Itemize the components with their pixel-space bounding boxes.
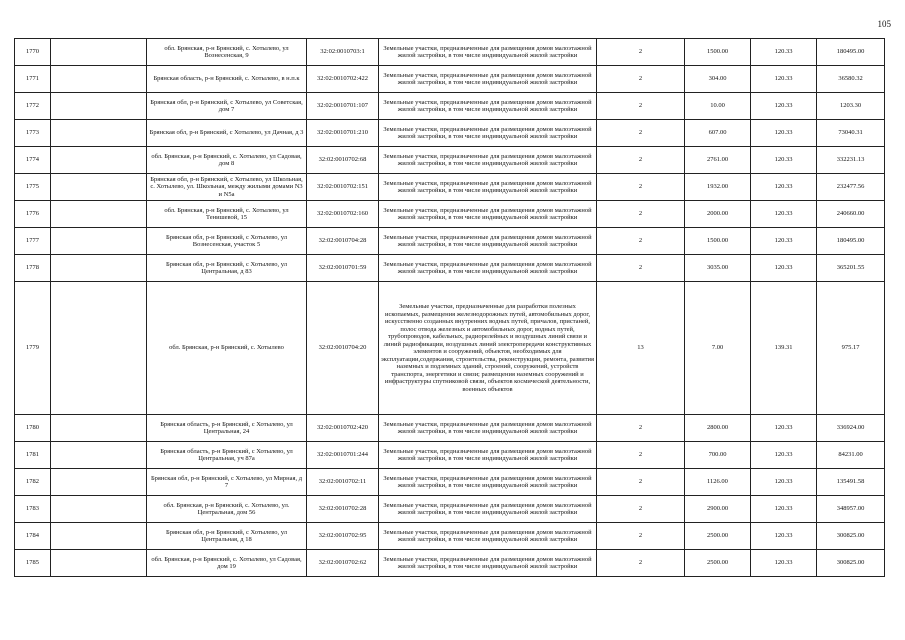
land-use-cell: Земельные участки, предназначенные для размещения домов малоэтажной жилой застройки, в том числе индивидуальной жилой застройки	[379, 39, 597, 66]
land-use-cell: Земельные участки, предназначенные для размещения домов малоэтажной жилой застройки, в том числе индивидуальной жилой застройки	[379, 415, 597, 442]
specific-value-cell: 120.33	[751, 550, 817, 577]
blank-cell	[51, 93, 147, 120]
specific-value-cell: 139.31	[751, 282, 817, 415]
blank-cell	[51, 66, 147, 93]
address-cell: Брянская область, р-н Брянский, с Хотылево, ул Центральная, 24	[147, 415, 307, 442]
blank-cell	[51, 415, 147, 442]
address-cell: Брянская обл, р-н Брянский, с Хотылево, ул Центральная, д 83	[147, 255, 307, 282]
specific-value-cell: 120.33	[751, 174, 817, 201]
blank-cell	[51, 147, 147, 174]
address-cell: Брянская обл, р-н Брянский, с Хотылево, ул Дачная, д 3	[147, 120, 307, 147]
row-number-cell: 1771	[15, 66, 51, 93]
cadastral-value-cell: 135491.58	[817, 469, 885, 496]
address-cell: Брянская обл, р-н Брянский, с Хотылево, ул Мирная, д 7	[147, 469, 307, 496]
cadastral-value-cell: 232477.56	[817, 174, 885, 201]
table-row	[15, 255, 885, 282]
cadastral-value-cell: 73040.31	[817, 120, 885, 147]
cadastral-number-cell: 32:02:0010701:107	[307, 93, 379, 120]
area-cell: 700.00	[685, 442, 751, 469]
row-number-cell: 1784	[15, 523, 51, 550]
land-use-cell: Земельные участки, предназначенные для размещения домов малоэтажной жилой застройки, в том числе индивидуальной жилой застройки	[379, 66, 597, 93]
table-row	[15, 39, 885, 66]
specific-value-cell: 120.33	[751, 496, 817, 523]
row-number-cell: 1782	[15, 469, 51, 496]
address-cell: обл. Брянская, р-н Брянский, с. Хотылево, ул Садовая, дом 19	[147, 550, 307, 577]
category-code-cell: 13	[597, 282, 685, 415]
area-cell: 607.00	[685, 120, 751, 147]
category-code-cell: 2	[597, 174, 685, 201]
blank-cell	[51, 282, 147, 415]
cadastral-value-cell: 365201.55	[817, 255, 885, 282]
category-code-cell: 2	[597, 442, 685, 469]
land-use-cell: Земельные участки, предназначенные для размещения домов малоэтажной жилой застройки, в том числе индивидуальной жилой застройки	[379, 550, 597, 577]
land-use-cell: Земельные участки, предназначенные для размещения домов малоэтажной жилой застройки, в том числе индивидуальной жилой застройки	[379, 496, 597, 523]
cadastral-value-table	[14, 38, 885, 577]
cadastral-value-cell: 180495.00	[817, 228, 885, 255]
cadastral-number-cell: 32:02:0010702:160	[307, 201, 379, 228]
land-use-cell: Земельные участки, предназначенные для размещения домов малоэтажной жилой застройки, в том числе индивидуальной жилой застройки	[379, 93, 597, 120]
address-cell: Брянская обл, р-н Брянский, с Хотылево, ул Школьная, с. Хотылево, ул. Школьная, между жилыми домами N3 и N5а	[147, 174, 307, 201]
address-cell: Брянская обл, р-н Брянский, с Хотылево, ул Вознесенская, участок 5	[147, 228, 307, 255]
specific-value-cell: 120.33	[751, 39, 817, 66]
table-row	[15, 550, 885, 577]
row-number-cell: 1781	[15, 442, 51, 469]
cadastral-number-cell: 32:02:0010701:244	[307, 442, 379, 469]
cadastral-value-cell: 975.17	[817, 282, 885, 415]
cadastral-value-cell: 36580.32	[817, 66, 885, 93]
area-cell: 2500.00	[685, 523, 751, 550]
specific-value-cell: 120.33	[751, 415, 817, 442]
address-cell: обл. Брянская, р-н Брянский, с. Хотылево, ул Тенишевой, 15	[147, 201, 307, 228]
area-cell: 10.00	[685, 93, 751, 120]
row-number-cell: 1770	[15, 39, 51, 66]
category-code-cell: 2	[597, 550, 685, 577]
specific-value-cell: 120.33	[751, 93, 817, 120]
cadastral-value-cell: 348957.00	[817, 496, 885, 523]
category-code-cell: 2	[597, 201, 685, 228]
land-use-cell: Земельные участки, предназначенные для размещения домов малоэтажной жилой застройки, в том числе индивидуальной жилой застройки	[379, 201, 597, 228]
table-body	[15, 39, 885, 577]
cadastral-value-cell: 336924.00	[817, 415, 885, 442]
cadastral-value-cell: 84231.00	[817, 442, 885, 469]
cadastral-number-cell: 32:02:0010704:20	[307, 282, 379, 415]
land-use-cell: Земельные участки, предназначенные для размещения домов малоэтажной жилой застройки, в том числе индивидуальной жилой застройки	[379, 147, 597, 174]
cadastral-value-cell: 1203.30	[817, 93, 885, 120]
cadastral-value-cell: 300825.00	[817, 550, 885, 577]
specific-value-cell: 120.33	[751, 255, 817, 282]
table-row	[15, 282, 885, 415]
blank-cell	[51, 201, 147, 228]
blank-cell	[51, 228, 147, 255]
table-row	[15, 523, 885, 550]
blank-cell	[51, 496, 147, 523]
cadastral-number-cell: 32:02:0010702:420	[307, 415, 379, 442]
land-use-cell: Земельные участки, предназначенные для размещения домов малоэтажной жилой застройки, в том числе индивидуальной жилой застройки	[379, 523, 597, 550]
table-row	[15, 147, 885, 174]
blank-cell	[51, 442, 147, 469]
blank-cell	[51, 550, 147, 577]
cadastral-number-cell: 32:02:0010702:151	[307, 174, 379, 201]
specific-value-cell: 120.33	[751, 442, 817, 469]
table-row	[15, 201, 885, 228]
area-cell: 2800.00	[685, 415, 751, 442]
category-code-cell: 2	[597, 255, 685, 282]
address-cell: обл. Брянская, р-н Брянский, с. Хотылево, ул Садовая, дом 8	[147, 147, 307, 174]
row-number-cell: 1775	[15, 174, 51, 201]
table-row	[15, 93, 885, 120]
area-cell: 2900.00	[685, 496, 751, 523]
specific-value-cell: 120.33	[751, 201, 817, 228]
page-number: 105	[877, 19, 891, 29]
cadastral-number-cell: 32:02:0010702:68	[307, 147, 379, 174]
land-use-cell: Земельные участки, предназначенные для размещения домов малоэтажной жилой застройки, в том числе индивидуальной жилой застройки	[379, 228, 597, 255]
cadastral-number-cell: 32:02:0010701:210	[307, 120, 379, 147]
table-row	[15, 469, 885, 496]
category-code-cell: 2	[597, 120, 685, 147]
area-cell: 1500.00	[685, 39, 751, 66]
specific-value-cell: 120.33	[751, 228, 817, 255]
area-cell: 304.00	[685, 66, 751, 93]
table-row	[15, 174, 885, 201]
address-cell: Брянская обл, р-н Брянский, с Хотылево, ул Советская, дом 7	[147, 93, 307, 120]
table-row	[15, 66, 885, 93]
address-cell: обл. Брянская, р-н Брянский, с. Хотылево	[147, 282, 307, 415]
cadastral-number-cell: 32:02:0010703:1	[307, 39, 379, 66]
address-cell: Брянская область, р-н Брянский, с Хотылево, ул Центральная, уч 87а	[147, 442, 307, 469]
land-use-cell: Земельные участки, предназначенные для разработки полезных ископаемых, размещения железнодорожных путей, автомобильных дорог, искусственно созданных внутренних водных путей, причалов, пристаней, полос отвода железных и автомобильных дорог, водных путей, трубопроводов, кабельных, радиорелейных и воздушных линий связи и линий радиофикации, воздушных линий электропередачи конструктивных элементов и сооружений, объектов, необходимых для эксплуатации,содержания, строительства, реконструкции, ремонта, развития наземных и подземных зданий, строений, сооружений, устройств транспорта, энергетики и связи; размещения наземных сооружений и инфраструктуры спутниковой связи, объектов космической деятельности, военных объектов	[379, 282, 597, 415]
address-cell: Брянская область, р-н Брянский, с. Хотылево, в н.п.к	[147, 66, 307, 93]
cadastral-number-cell: 32:02:0010702:95	[307, 523, 379, 550]
row-number-cell: 1777	[15, 228, 51, 255]
specific-value-cell: 120.33	[751, 147, 817, 174]
row-number-cell: 1776	[15, 201, 51, 228]
category-code-cell: 2	[597, 469, 685, 496]
area-cell: 1932.00	[685, 174, 751, 201]
row-number-cell: 1785	[15, 550, 51, 577]
cadastral-value-cell: 240660.00	[817, 201, 885, 228]
category-code-cell: 2	[597, 93, 685, 120]
table-row	[15, 442, 885, 469]
cadastral-number-cell: 32:02:0010702:28	[307, 496, 379, 523]
cadastral-value-cell: 300825.00	[817, 523, 885, 550]
blank-cell	[51, 255, 147, 282]
area-cell: 3035.00	[685, 255, 751, 282]
category-code-cell: 2	[597, 147, 685, 174]
cadastral-number-cell: 32:02:0010701:59	[307, 255, 379, 282]
category-code-cell: 2	[597, 523, 685, 550]
category-code-cell: 2	[597, 496, 685, 523]
row-number-cell: 1783	[15, 496, 51, 523]
land-use-cell: Земельные участки, предназначенные для размещения домов малоэтажной жилой застройки, в том числе индивидуальной жилой застройки	[379, 120, 597, 147]
row-number-cell: 1779	[15, 282, 51, 415]
address-cell: обл. Брянская, р-н Брянский, с. Хотылево, ул Вознесенская, 9	[147, 39, 307, 66]
area-cell: 2000.00	[685, 201, 751, 228]
category-code-cell: 2	[597, 66, 685, 93]
row-number-cell: 1773	[15, 120, 51, 147]
cadastral-number-cell: 32:02:0010704:28	[307, 228, 379, 255]
area-cell: 1500.00	[685, 228, 751, 255]
cadastral-value-cell: 180495.00	[817, 39, 885, 66]
address-cell: Брянская обл, р-н Брянский, с Хотылево, ул Центральная, д 18	[147, 523, 307, 550]
blank-cell	[51, 523, 147, 550]
category-code-cell: 2	[597, 228, 685, 255]
land-use-cell: Земельные участки, предназначенные для размещения домов малоэтажной жилой застройки, в том числе индивидуальной жилой застройки	[379, 442, 597, 469]
area-cell: 1126.00	[685, 469, 751, 496]
category-code-cell: 2	[597, 39, 685, 66]
table-row	[15, 228, 885, 255]
row-number-cell: 1780	[15, 415, 51, 442]
blank-cell	[51, 174, 147, 201]
area-cell: 2761.00	[685, 147, 751, 174]
specific-value-cell: 120.33	[751, 120, 817, 147]
land-use-cell: Земельные участки, предназначенные для размещения домов малоэтажной жилой застройки, в том числе индивидуальной жилой застройки	[379, 255, 597, 282]
cadastral-number-cell: 32:02:0010702:422	[307, 66, 379, 93]
area-cell: 7.00	[685, 282, 751, 415]
cadastral-number-cell: 32:02:0010702:62	[307, 550, 379, 577]
address-cell: обл. Брянская, р-н Брянский, с. Хотылево, ул. Центральная, дом 56	[147, 496, 307, 523]
category-code-cell: 2	[597, 415, 685, 442]
row-number-cell: 1772	[15, 93, 51, 120]
table-row	[15, 415, 885, 442]
table-row	[15, 496, 885, 523]
land-use-cell: Земельные участки, предназначенные для размещения домов малоэтажной жилой застройки, в том числе индивидуальной жилой застройки	[379, 174, 597, 201]
specific-value-cell: 120.33	[751, 469, 817, 496]
row-number-cell: 1774	[15, 147, 51, 174]
row-number-cell: 1778	[15, 255, 51, 282]
table-row	[15, 120, 885, 147]
area-cell: 2500.00	[685, 550, 751, 577]
cadastral-number-cell: 32:02:0010702:11	[307, 469, 379, 496]
specific-value-cell: 120.33	[751, 523, 817, 550]
specific-value-cell: 120.33	[751, 66, 817, 93]
blank-cell	[51, 39, 147, 66]
land-use-cell: Земельные участки, предназначенные для размещения домов малоэтажной жилой застройки, в том числе индивидуальной жилой застройки	[379, 469, 597, 496]
blank-cell	[51, 120, 147, 147]
blank-cell	[51, 469, 147, 496]
cadastral-value-cell: 332231.13	[817, 147, 885, 174]
